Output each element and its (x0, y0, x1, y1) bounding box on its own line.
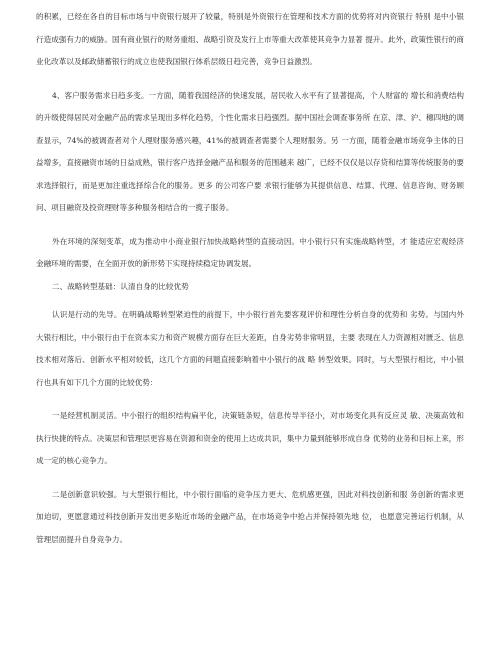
paragraph-competition: 的积累，已经在各自的目标市场与中资银行展开了较量，特别是外资银行在管理和技术方面的优势将对内资银行 特别 是中小银行造成强有力的威胁。国有商业银行的财务重组、战略引资及发行上市等重大改革使其竞争力显著 提升。此外，政策性银行的商业化改革以及邮政储蓄银行的成立也使我国银行体系层级日趋完善，竞争日益激烈。 (36, 12, 464, 66)
paragraph-external-change: 外在环境的深刻变革，成为推动中小商业银行加快战略转型的直接动因。中小银行只有实施战略转型，才 能适应宏观经济金融环境的需要，在全面开放的新形势下实现持续稳定协调发展。 (36, 236, 464, 268)
section-heading-strategy-basis: 二、战略转型基础：认清自身的比较优势 (52, 281, 189, 291)
paragraph-customer-demand: 4、客户服务需求日趋多变。一方面，随着我国经济的快速发展，居民收入水平有了显著提高，个人财富的 增长和消费结构的升级使得居民对金融产品的需求呈现出多样化趋势，个性化需求日趋强烈。据中国社会调查事务所 在京、津、沪、穗四地的调查显示，74%的被调查者对个人理财服务感兴趣，41%的被调查者需要个人理财服务。另 一方面，随着金融市场竞争主体的日益增多，直接融资市场的日益成熟，银行客户选择金融产品和服务的范围越来 越广，已经不仅仅是以存贷和结算等传统服务的要求选择银行，而是更加注重选择综合化的服务。更多 的公司客户要 求银行能够为其提供信息、结算、代理、信息咨询、财务顾问、项目融资及投资理财等多种服务相结合的一揽子服务。 (36, 90, 464, 212)
paragraph-self-assessment: 认识是行动的先导。在明确战略转型紧迫性的前提下，中小银行首先要客观评价和理性分析自身的优势和 劣势。与国内外大银行相比，中小银行由于在资本实力和资产规模方面存在巨大差距，自身劣势非常明显，主要 表现在人力资源相对匮乏、信息技术相对落后、创新水平相对较低，这几个方面的问题直接影响着中小银行的战 略 转型效果。同时，与大型银行相比，中小银行也具有如下几个方面的比较优势： (36, 310, 464, 387)
paragraph-flexible-mechanism: 一是经营机制灵活。中小银行的组织结构扁平化，决策链条短，信息传导半径小，对市场变化具有反应灵 敏、决策高效和执行快捷的特点。决策层和管理层更容易在资源和资金的使用上达成共识，集中力量到能够形成自身 优势的业务和目标上来，形成一定的核心竞争力。 (36, 411, 464, 465)
paragraph-innovation: 二是创新意识较强。与大型银行相比，中小银行面临的竞争压力更大、危机感更强，因此对科技创新和服 务创新的需求更加迫切，更愿意通过科技创新开发出更多贴近市场的金融产品，在市场竞争中抢占并保持领先地 位， 也愿意完善运行机制，从管理层面提升自身竞争力。 (36, 489, 464, 544)
